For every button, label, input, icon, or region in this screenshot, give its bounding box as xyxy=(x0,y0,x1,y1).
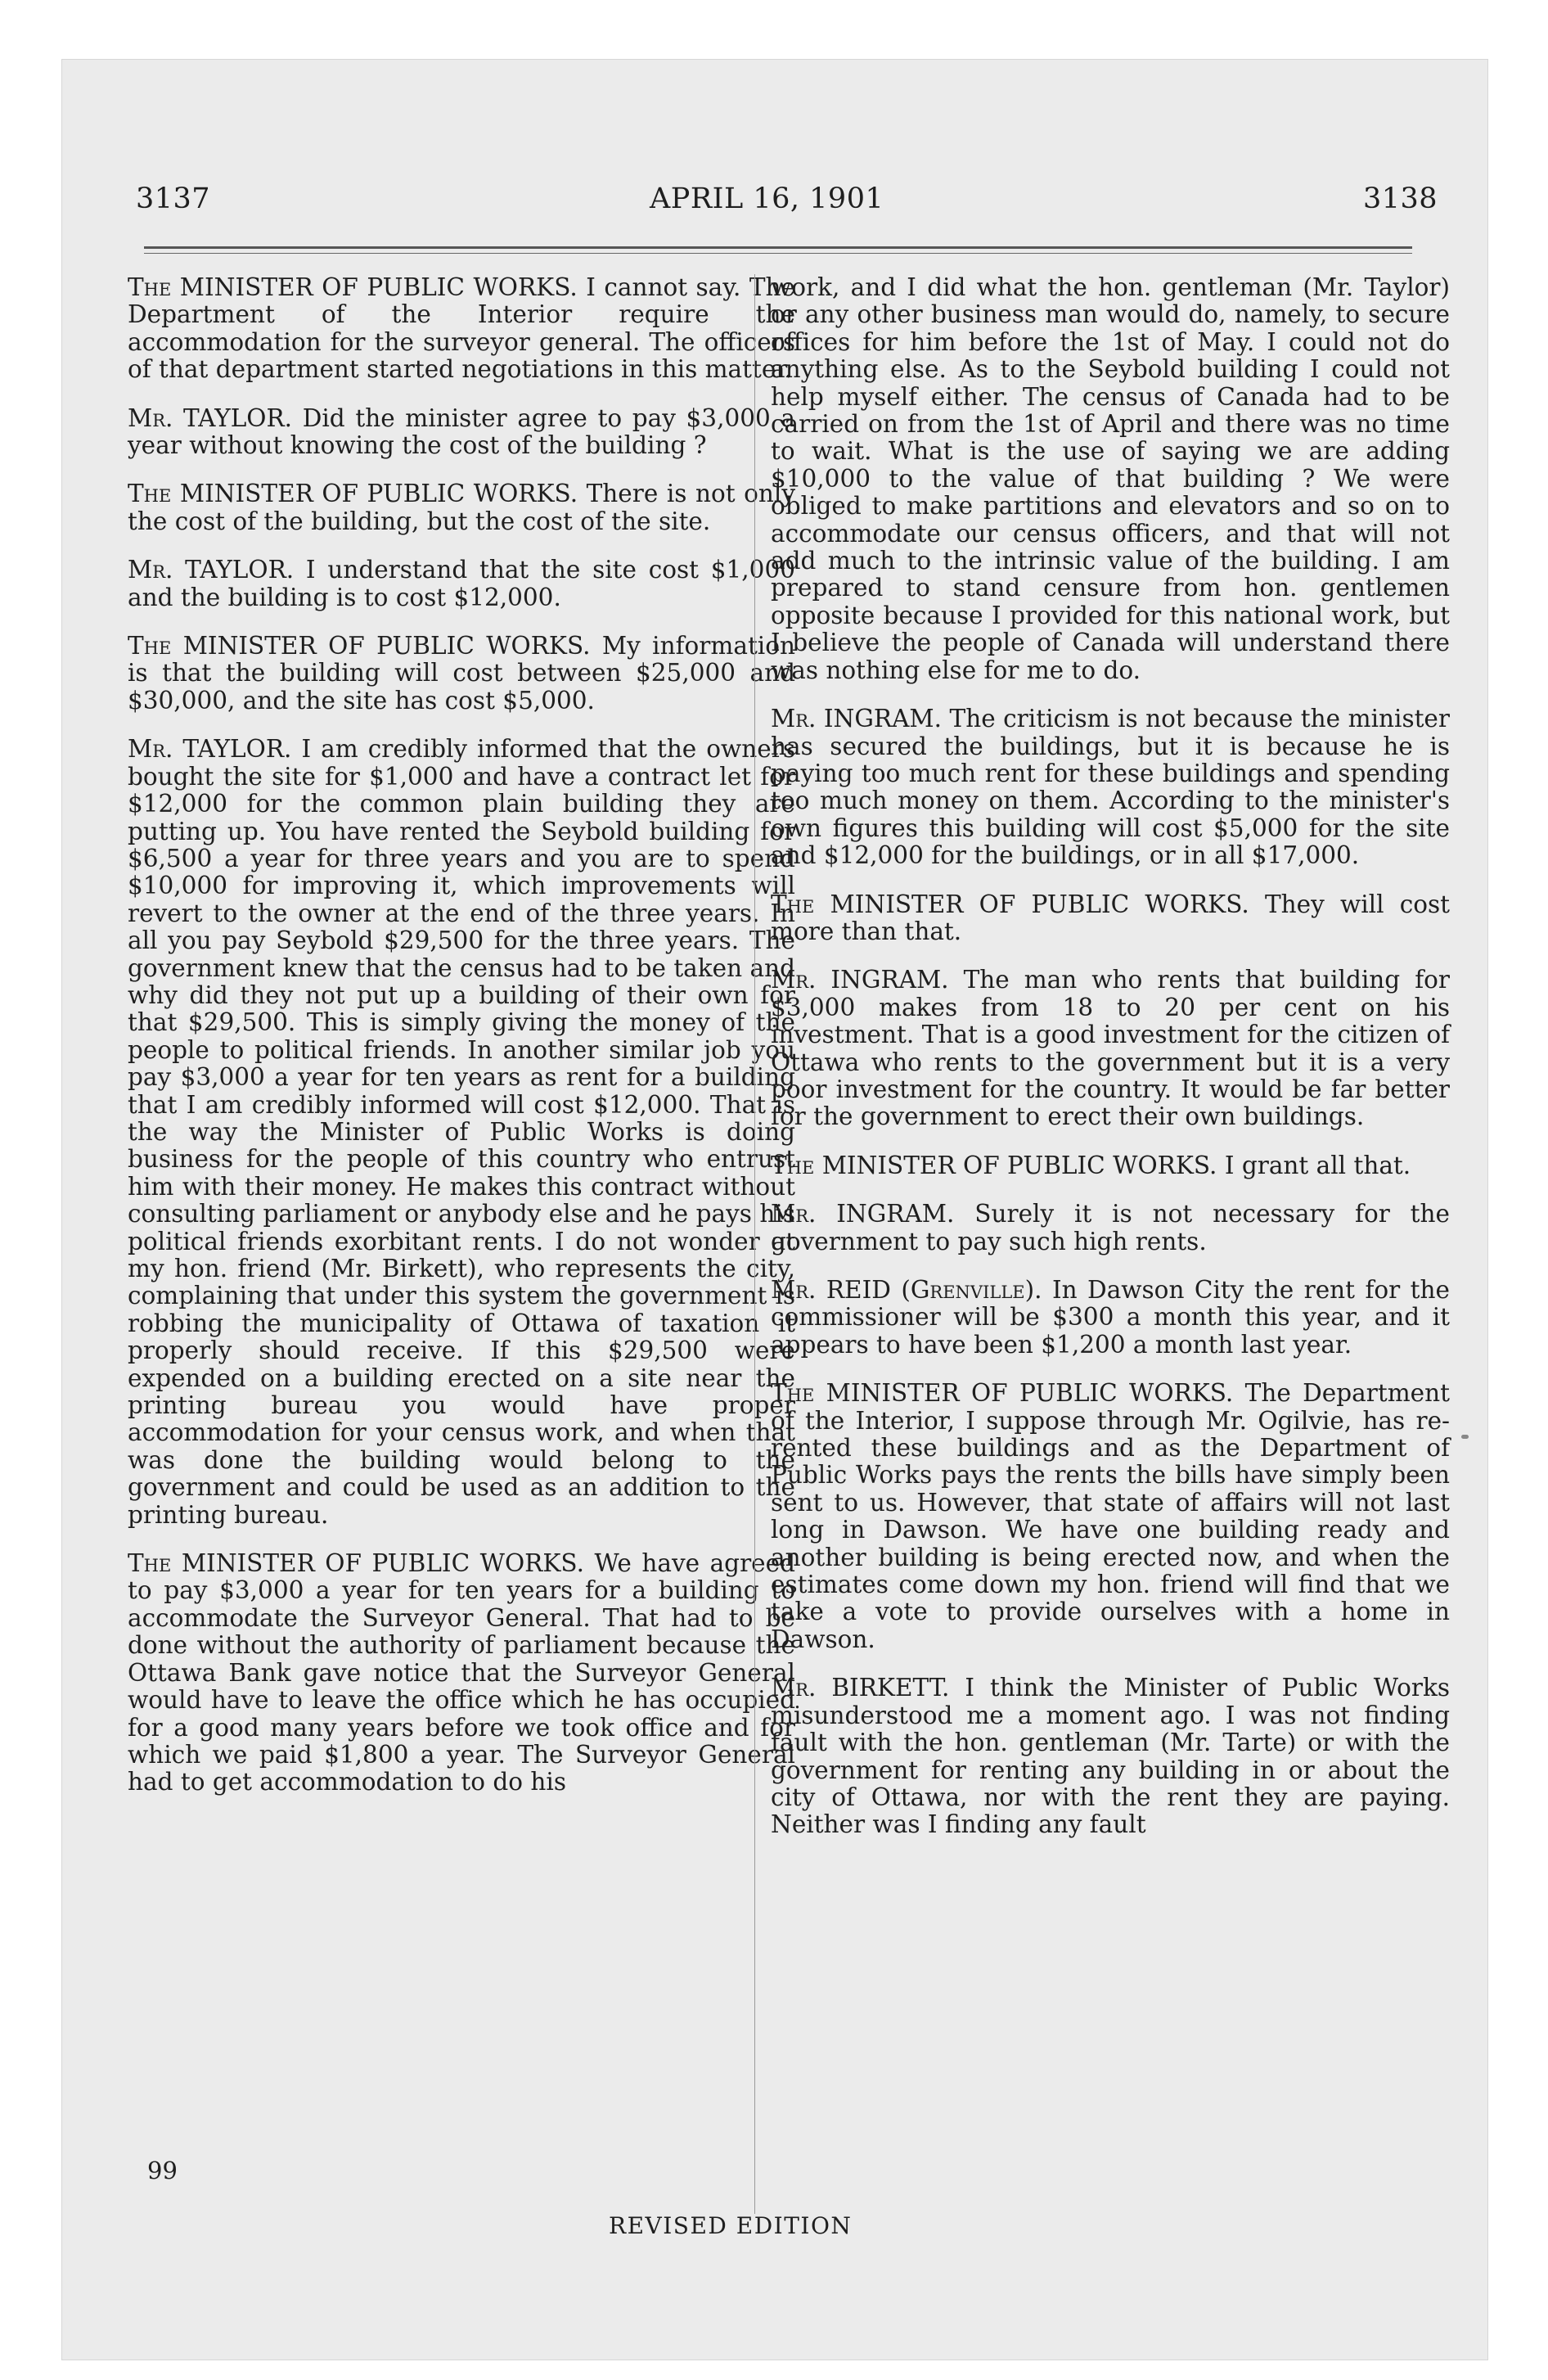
speaker-name: The MINISTER OF PUBLIC WORKS. xyxy=(128,480,578,508)
document-page xyxy=(61,59,1488,2360)
header-rule xyxy=(144,246,1412,249)
speech-text: I cannot say. The Department of the Interior require the accommodation for the surveyor general. The officers of that department started negotiations in this matter. xyxy=(128,273,795,384)
speech-text: The man who rents that building for $3,000 makes from 18 to 20 per cent on his investment. That is a good investment for the citizen of Ottawa who rents to the government but it is a very poor investment for the country. It would be far better for the government to erect their own buildings. xyxy=(771,966,1450,1131)
speech-text: The Department of the Interior, I suppose through Mr. Ogilvie, has re-rented these buildings and as the Department of Public Works pays the rents the bills have simply been sent to us. However, that state of affairs will not last long in Dawson. We have one building ready and another building is being erected now, and when the estimates come down my hon. friend will find that we take a vote to provide ourselves with a home in Dawson. xyxy=(771,1379,1450,1653)
speaker-name: Mr. TAYLOR. xyxy=(128,403,293,432)
speaker-name: Mr. TAYLOR. xyxy=(128,556,295,584)
speech-paragraph xyxy=(128,480,795,535)
page-number-right: 3138 xyxy=(1363,183,1438,215)
speech-paragraph xyxy=(771,1201,1450,1255)
left-column xyxy=(128,274,795,1818)
speech-text: I understand that the site cost $1,000 and the building is to cost $12,000. xyxy=(128,556,795,611)
speech-text: They will cost more than that. xyxy=(771,890,1450,945)
speech-text: I grant all that. xyxy=(1224,1151,1411,1179)
speech-paragraph xyxy=(771,1675,1450,1838)
footer-edition: REVISED EDITION xyxy=(609,2212,853,2239)
speech-paragraph xyxy=(128,274,795,384)
speaker-name: The MINISTER OF PUBLIC WORKS. xyxy=(771,890,1249,918)
speech-text: There is not only the cost of the building, but the cost of the site. xyxy=(128,480,795,535)
speech-text: Surely it is not necessary for the government to pay such high rents. xyxy=(771,1200,1450,1255)
speaker-name: Mr. INGRAM. xyxy=(771,1200,955,1228)
speech-text: Did the minister agree to pay $3,000 a year without knowing the cost of the building ? xyxy=(128,403,795,460)
speaker-name: The MINISTER OF PUBLIC WORKS. xyxy=(128,1549,584,1578)
speech-text: work, and I did what the hon. gentleman (Mr. Taylor) or any other business man would do, namely, to secure offices for him before the 1st of May. I could not do anything else. As to the Seybold building I could not help myself either. The census of Canada had to be carried on from the 1st of April and there was no time to wait. What is the use of saying we are adding $10,000 to the value of that building ? We were obliged to make partitions and elevators and so on to accommodate our census officers, and that will not add much to the intrinsic value of the building. I am prepared to stand censure from hon. gentlemen opposite because I provided for this national work, but I believe the people of Canada will understand there was nothing else for me to do. xyxy=(771,273,1450,684)
speaker-name: Mr. INGRAM. xyxy=(771,966,949,994)
speech-text: The criticism is not because the minister has secured the buildings, but it is because he is paying too much rent for these buildings and spending too much money on them. According to the minister's own figures this building will cost $5,000 for the site and $12,000 for the buildings, or in all $17,000. xyxy=(771,705,1450,870)
page-number-left: 3137 xyxy=(136,183,211,215)
scan-speck xyxy=(1461,1435,1469,1439)
speech-paragraph xyxy=(128,405,795,460)
speech-paragraph xyxy=(771,891,1450,946)
speech-paragraph xyxy=(771,1380,1450,1653)
speech-paragraph xyxy=(128,557,795,611)
speech-text: In Dawson City the rent for the commissioner will be $300 a month this year, and it appears to have been $1,200 a month last year. xyxy=(771,1276,1450,1359)
speaker-name: Mr. TAYLOR. xyxy=(128,735,292,764)
speech-text: I think the Minister of Public Works misunderstood me a moment ago. I was not finding fault with the hon. gentleman (Mr. Tarte) or with the government for renting any building in or about the city of Ottawa, nor with the rent they are paying. Neither was I finding any fault xyxy=(771,1674,1450,1839)
speech-paragraph xyxy=(771,274,1450,684)
right-column xyxy=(771,274,1450,1860)
speaker-name: The MINISTER OF PUBLIC WORKS. xyxy=(771,1379,1234,1408)
speech-paragraph xyxy=(771,1277,1450,1359)
speaker-name: The MINISTER OF PUBLIC WORKS. xyxy=(771,1151,1217,1179)
speech-text: I am credibly informed that the owners bought the site for $1,000 and have a contract let for $12,000 for the common plain building they are putting up. You have rented the Seybold building for $6,500 a year for three years and you are to spend $10,000 for improving it, which improvements will revert to the owner at the end of the three years. In all you pay Seybold $29,500 for the three years. The government knew that the census had to be taken and why did they not put up a building of their own for that $29,500. This is simply giving the money of the people to political friends. In another similar job you pay $3,000 a year for ten years as rent for a building that I am credibly informed will cost $12,000. That is the way the Minister of Public Works is doing business for the people of this country who entrust him with their money. He makes this contract without consulting parliament or anybody else and he pays his political friends exorbitant rents. I do not wonder at my hon. friend (Mr. Birkett), who represents the city, complaining that under this system the government is robbing the municipality of Ottawa of taxation it properly should receive. If this $29,500 were expended on a building erected on a site near the printing bureau you would have proper accommodation for your census work, and when that was done the building would belong to the government and could be used as an addition to the printing bureau. xyxy=(128,735,795,1529)
page-date: APRIL 16, 1901 xyxy=(650,183,884,215)
speaker-name: The MINISTER OF PUBLIC WORKS. xyxy=(128,632,591,660)
speech-paragraph xyxy=(128,1550,795,1796)
signature-mark: 99 xyxy=(147,2157,178,2184)
speech-paragraph xyxy=(128,736,795,1529)
speech-paragraph xyxy=(771,1152,1450,1179)
speech-text: We have agreed to pay $3,000 a year for ten years for a building to accommodate the Surveyor General. That had to be done without the authority of parliament because the Ottawa Bank gave notice that the Surveyor General would have to leave the office which he has occupied for a good many years before we took office and for which we paid $1,800 a year. The Surveyor General had to get accommodation to do his xyxy=(128,1549,795,1796)
speech-paragraph xyxy=(128,633,795,714)
speaker-name: Mr. INGRAM. xyxy=(771,705,943,733)
speaker-name: Mr. REID (Grenville). xyxy=(771,1276,1042,1304)
speaker-name: Mr. BIRKETT. xyxy=(771,1674,950,1702)
speech-paragraph xyxy=(771,967,1450,1130)
speaker-name: The MINISTER OF PUBLIC WORKS. xyxy=(128,273,578,301)
speech-paragraph xyxy=(771,705,1450,869)
column-divider xyxy=(754,274,755,2214)
speech-text: My information is that the building will cost between $25,000 and $30,000, and the site has cost $5,000. xyxy=(128,632,795,714)
header-rule-thin xyxy=(144,253,1412,254)
